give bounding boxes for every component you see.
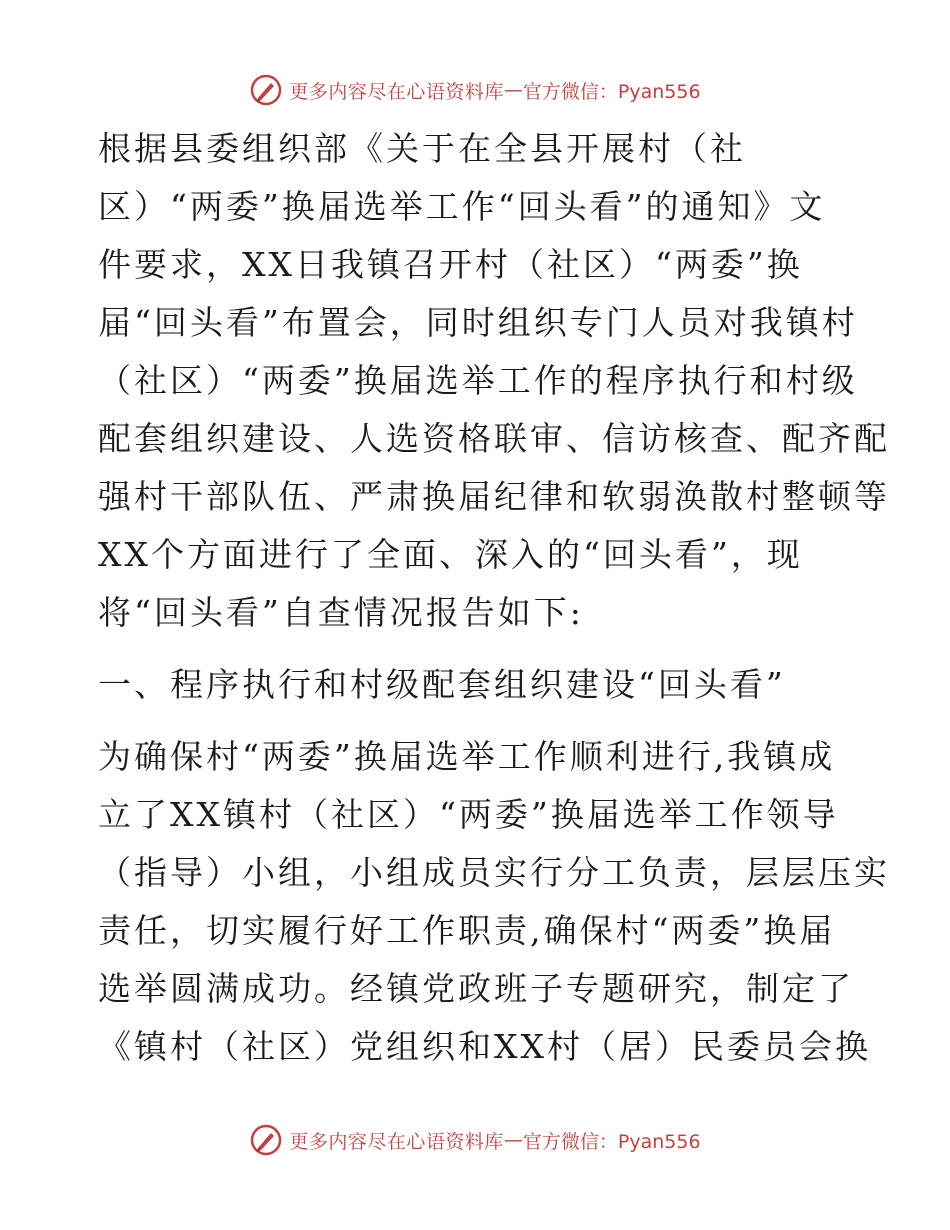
section-heading: 一、程序执行和村级配套组织建设“回头看” (98, 665, 786, 704)
watermark-separator: — (503, 79, 523, 101)
spacer (98, 714, 858, 728)
document-body (98, 120, 890, 1076)
section-line: 立了XX镇村（社区）“两委”换届选举工作领导 (98, 795, 839, 834)
section-line: 为确保村“两委”换届选举工作顺利进行,我镇成 (98, 737, 836, 776)
pen-logo-icon (249, 1123, 283, 1157)
intro-line: 届“回头看”布置会，同时组织专门人员对我镇村 (98, 303, 858, 342)
section-line: 责任，切实履行好工作职责,确保村“两委”换届 (98, 911, 836, 950)
intro-line: 件要求，XX日我镇召开村（社区）“两委”换 (98, 245, 803, 284)
section-line: 选举圆满成功。经镇党政班子专题研究，制定了 (98, 969, 854, 1008)
intro-line: 配套组织建设、人选资格联审、信访核查、配齐配 (98, 419, 890, 458)
spacer (98, 642, 858, 656)
watermark-separator: — (503, 1129, 523, 1151)
section-line: （指导）小组，小组成员实行分工负责，层层压实 (98, 853, 890, 892)
watermark-contact: 官方微信：Pyan556 (522, 80, 701, 103)
watermark-header (0, 70, 950, 110)
section-line: 《镇村（社区）党组织和XX村（居）民委员会换 (98, 1027, 871, 1066)
pen-logo-icon (249, 73, 283, 107)
intro-line: 强村干部队伍、严肃换届纪律和软弱涣散村整顿等 (98, 477, 890, 516)
intro-line: 区）“两委”换届选举工作“回头看”的通知》文 (98, 187, 826, 226)
intro-line: 根据县委组织部《关于在全县开展村（社 (98, 129, 746, 168)
watermark-contact: 官方微信：Pyan556 (522, 1130, 701, 1153)
intro-line: XX个方面进行了全面、深入的“回头看”，现 (98, 535, 803, 574)
intro-line: （社区）“两委”换届选举工作的程序执行和村级 (98, 361, 858, 400)
watermark-text: 更多内容尽在心语资料库 (289, 80, 504, 103)
watermark-footer (0, 1120, 950, 1160)
intro-line: 将“回头看”自查情况报告如下: (98, 593, 584, 632)
watermark-text: 更多内容尽在心语资料库 (289, 1130, 504, 1153)
